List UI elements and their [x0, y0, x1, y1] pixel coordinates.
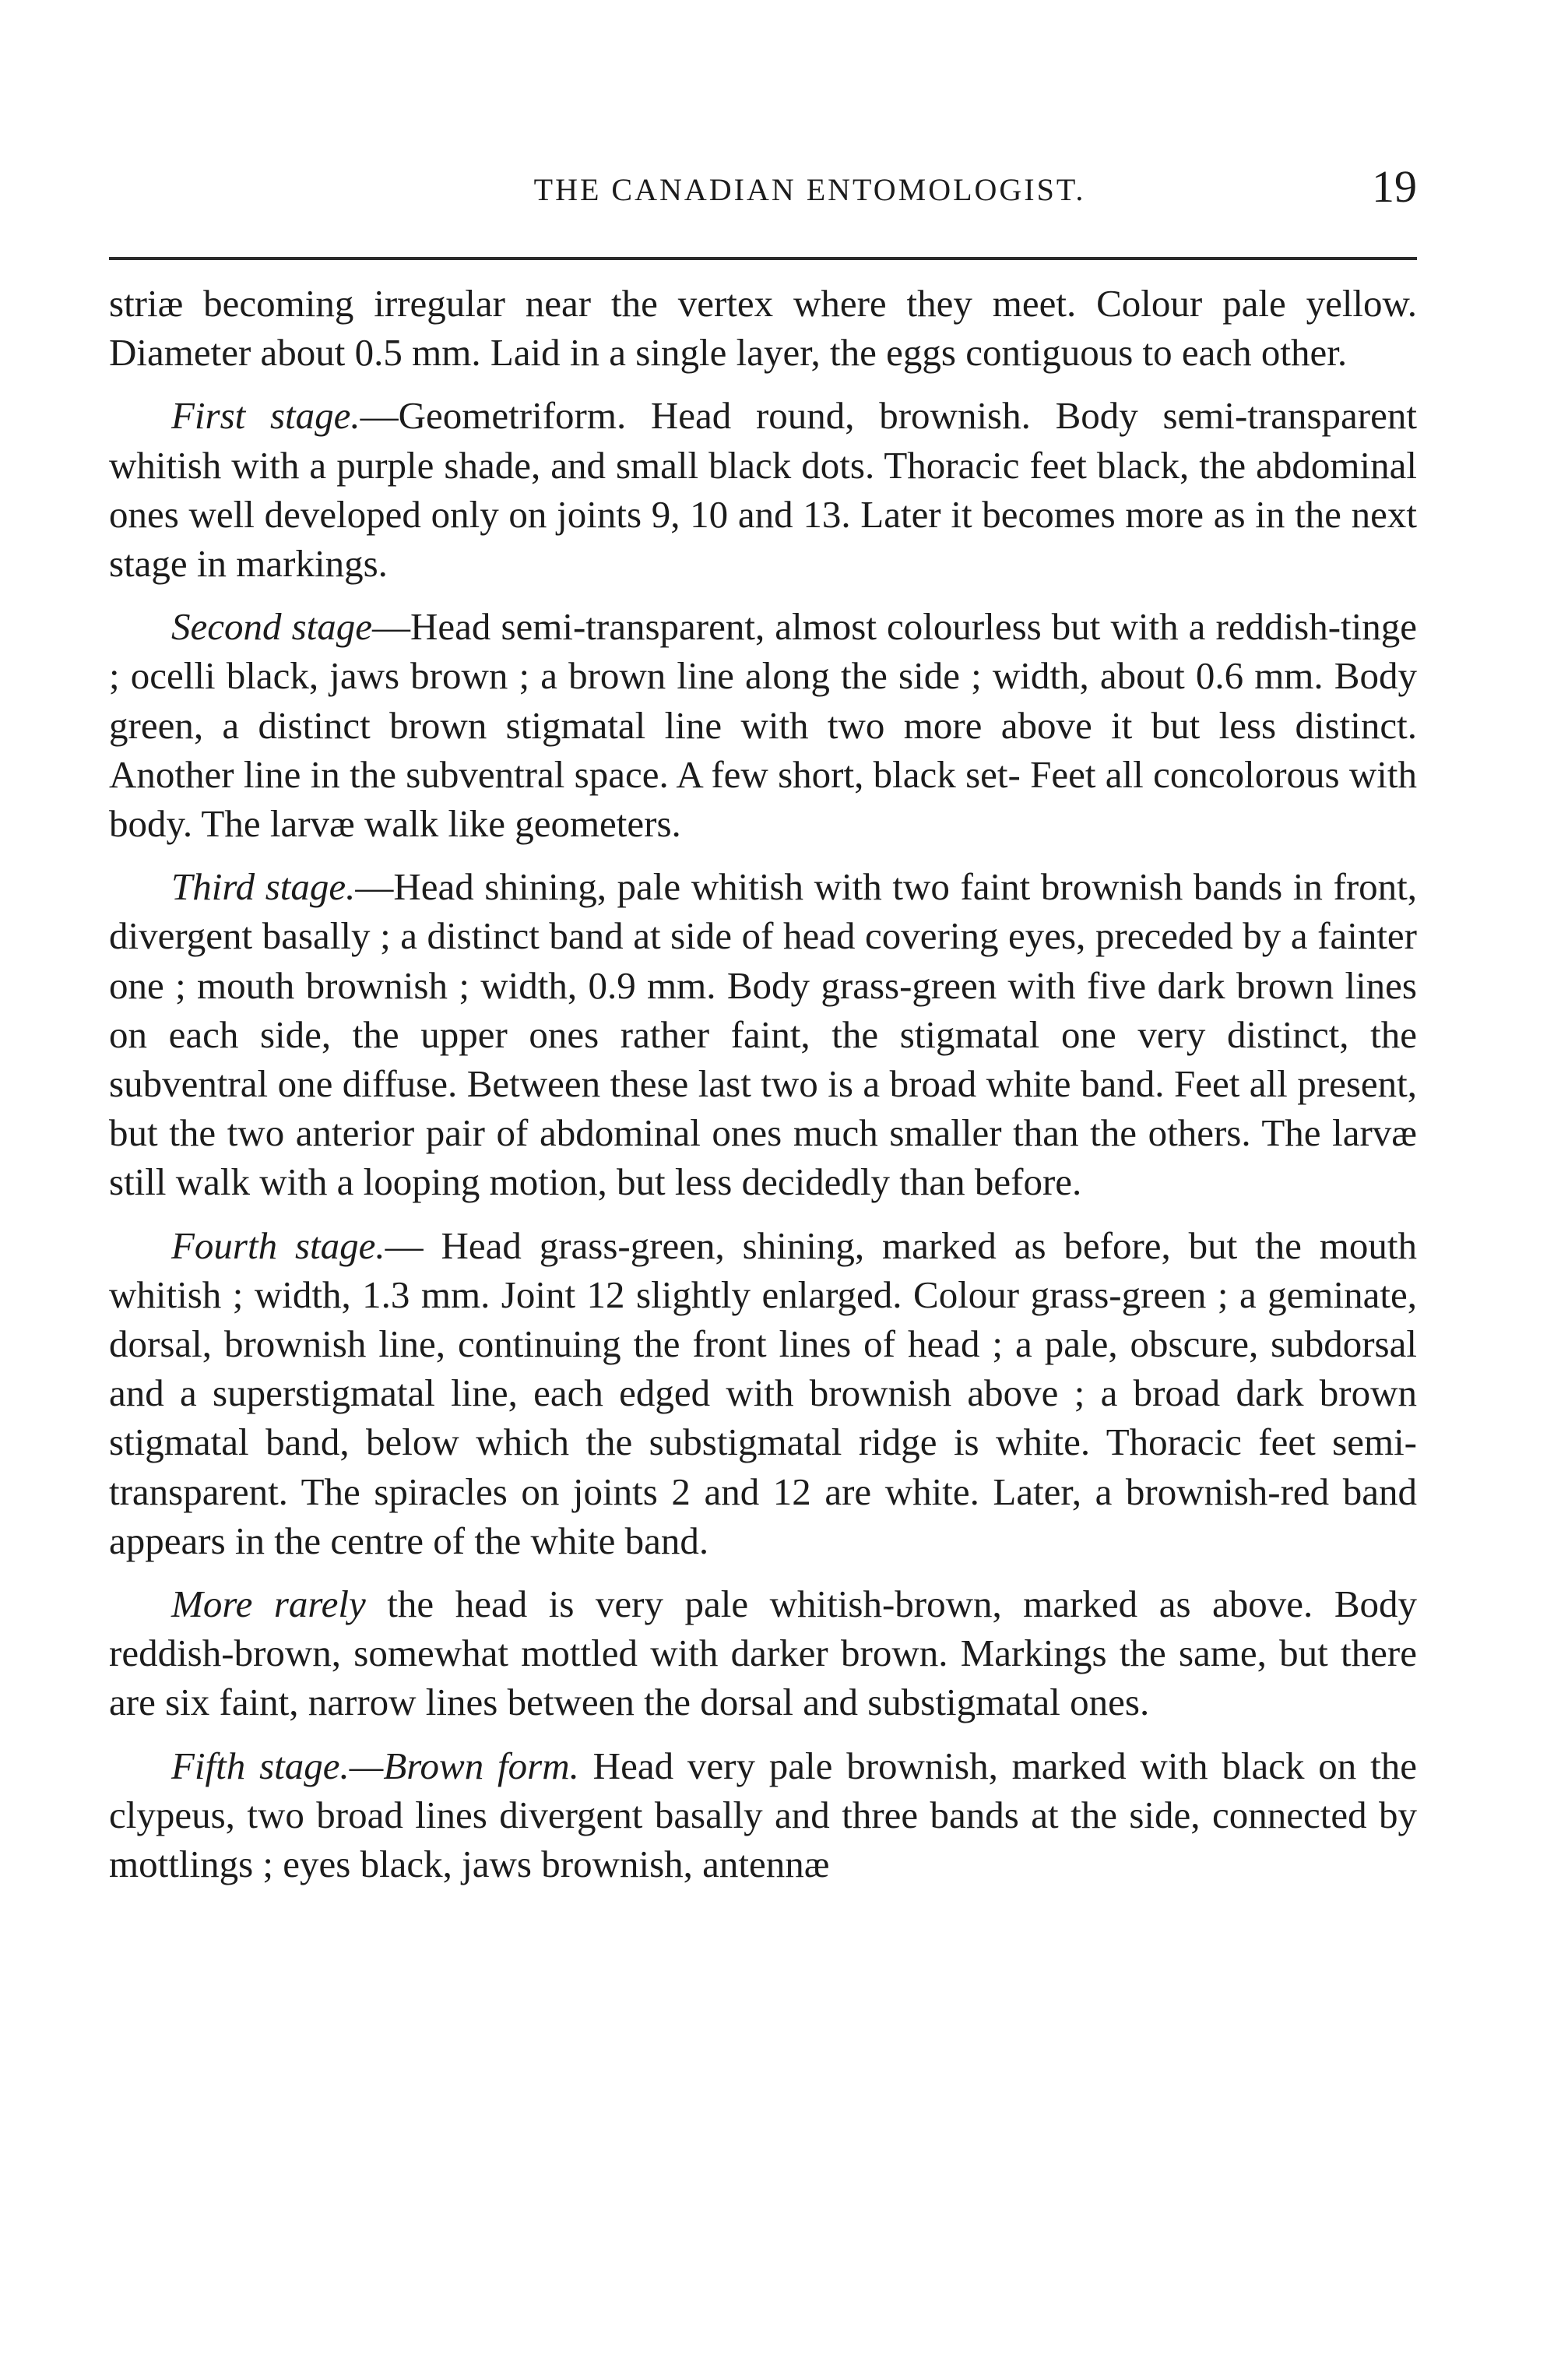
paragraph-more-rarely: [109, 1579, 1417, 1727]
running-head: [109, 117, 1417, 212]
page-number: 19: [1372, 161, 1417, 212]
paragraph-text: —Geometriform. Head round, brownish. Body semi-transparent whitish with a purple shade, and small black dots. Thoracic feet black, the abdominal ones well developed only on joints 9, 10 and 13. Later it becomes more as in the next stage in markings.: [109, 394, 1417, 586]
paragraph-text: —Head semi-transparent, almost colourless but with a reddish-tinge ; ocelli black, jaws brown ; a brown line along the side ; width, about 0.6 mm. Body green, a distinct brown stigmatal line with two more above it but less distinct. Another line in the subventral space. A few short, black set‑ Feet all concolorous with body. The larvæ walk like geometers.: [109, 605, 1417, 846]
paragraph-third-stage: [109, 862, 1417, 1206]
header-rule: [109, 257, 1417, 260]
paragraph-second-stage: [109, 602, 1417, 848]
paragraph-lead: Fourth stage.: [171, 1223, 385, 1267]
paragraph-lead: Fifth stage.—Brown form.: [171, 1744, 579, 1787]
body-text: [109, 279, 1417, 1889]
paragraph-lead: First stage.: [171, 394, 360, 438]
paragraph-text: the head is very pale whitish-brown, marked as above. Body reddish-brown, somewhat mottled with darker brown. Markings the same, but there are six faint, narrow lines between the dorsal and substigmatal ones.: [109, 1582, 1417, 1724]
paragraph-text: —Head shining, pale whitish with two faint brownish bands in front, divergent basally ; a distinct band at side of head covering eyes, preceded by a fainter one ; mouth brownish ; width, 0.9 mm. Body grass-green with five dark brown lines on each side, the upper ones rather faint, the stigmatal one very distinct, the subventral one diffuse. Between these last two is a broad white band. Feet all present, but the two anterior pair of abdominal ones much smaller than the others. The larvæ still walk with a looping motion, but less decidedly than before.: [109, 865, 1418, 1204]
document-page: [109, 117, 1417, 1903]
running-title: THE CANADIAN ENTOMOLOGIST.: [533, 172, 1086, 207]
paragraph-text: — Head grass-green, shining, marked as before, but the mouth whitish ; width, 1.3 mm. Joint 12 slightly enlarged. Colour grass-green ; a geminate, dorsal, brownish line, continuing the front lines of head ; a pale, obscure, subdorsal and a superstigmatal line, each edged with brownish above ; a broad dark brown stigmatal band, below which the substigmatal ridge is white. Thoracic feet semi-transparent. The spiracles on joints 2 and 12 are white. Later, a brownish-red band appears in the centre of the white band.: [109, 1223, 1417, 1562]
paragraph-fifth-stage: [109, 1741, 1417, 1889]
paragraph-lead: Third stage.: [171, 865, 356, 909]
paragraph-first-stage: [109, 391, 1417, 588]
paragraph-text: Head very pale brownish, marked with black on the clypeus, two broad lines divergent basally and three bands at the side, connected by mottlings ; eyes black, jaws brownish, antennæ: [109, 1744, 1417, 1886]
paragraph-text: striæ becoming irregular near the vertex where they meet. Colour pale yellow. Diameter about 0.5 mm. Laid in a single layer, the eggs contiguous to each other.: [109, 282, 1417, 375]
paragraph-lead: Second stage: [171, 605, 372, 649]
paragraph-eggs: [109, 279, 1417, 377]
paragraph-fourth-stage: [109, 1221, 1417, 1565]
paragraph-lead: More rarely: [171, 1582, 366, 1626]
